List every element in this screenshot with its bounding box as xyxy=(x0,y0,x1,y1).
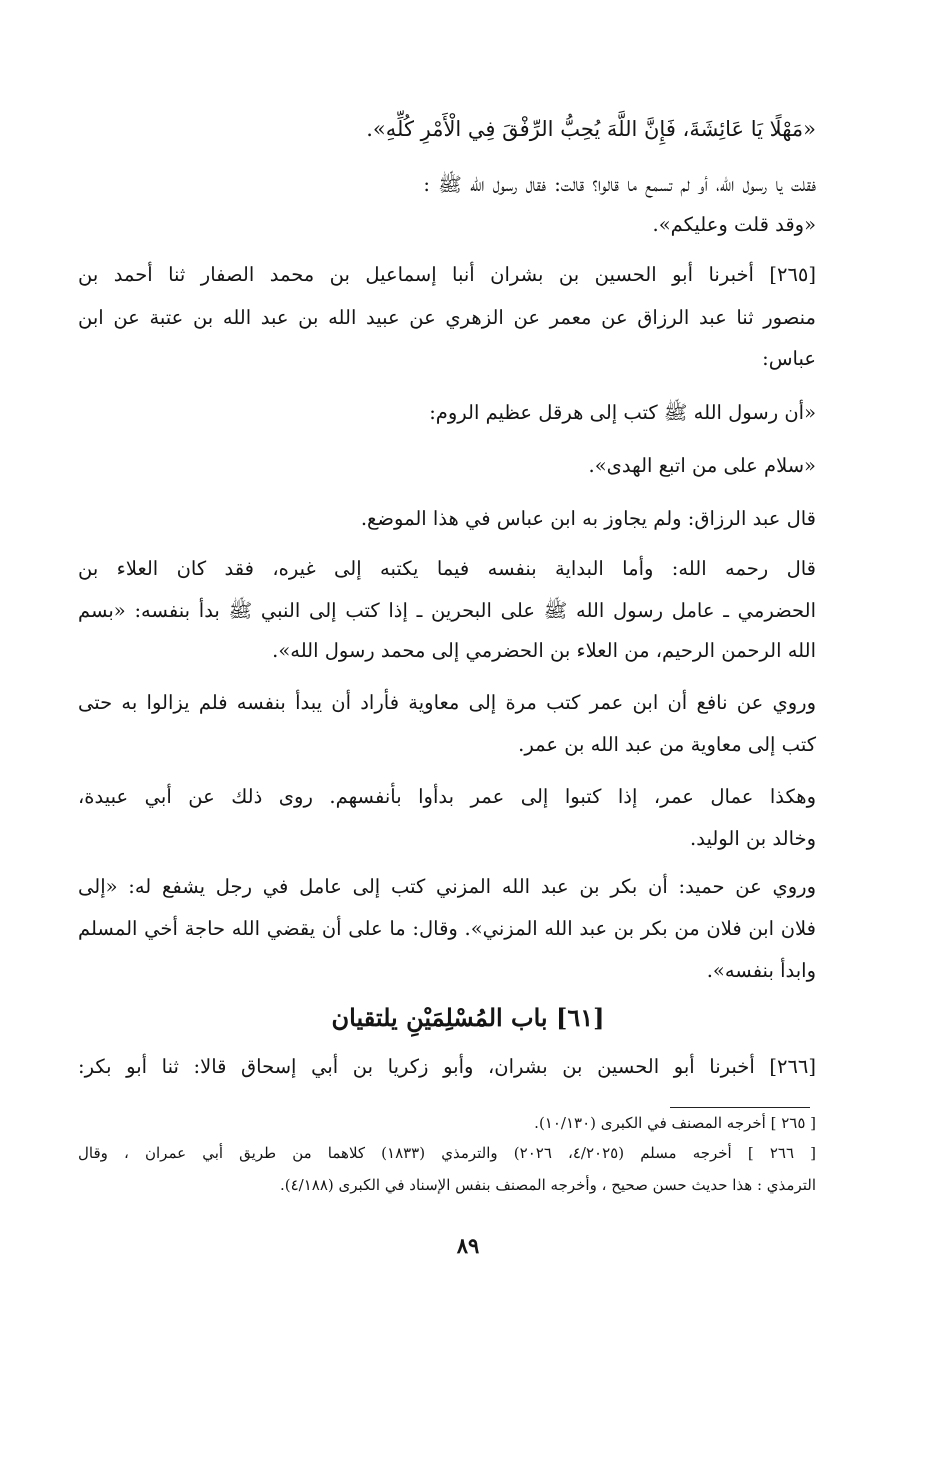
footnote-266-line-2: الترمذي : هذا حديث حسن صحيح ، وأخرجه المصنف بنفس الإسناد في الكبرى (٤/١٨٨). xyxy=(280,1176,816,1194)
page-number: ٨٩ xyxy=(456,1233,480,1258)
author-comment-line-3: الله الرحمن الرحيم، من العلاء بن الحضرمي إلى محمد رسول الله». xyxy=(272,639,816,662)
hadith-265-line-1: [٢٦٥] أخبرنا أبو الحسين بن بشران أنبا إسماعيل بن محمد الصفار ثنا أحمد بن xyxy=(78,263,816,286)
umar-governors-line-2: وخالد بن الوليد. xyxy=(690,827,816,850)
humaid-line-3: وابدأ بنفسه». xyxy=(706,959,816,982)
aisha-reply-line-2: «وقد قلت وعليكم». xyxy=(652,213,816,236)
humaid-line-2: فلان ابن فلان من بكر بن عبد الله المزني». وقال: ما على أن يقضي الله حاجة أخي المسلم xyxy=(78,917,816,940)
hadith-quote-mahlan: «مَهْلًا يَا عَائِشَةَ، فَإِنَّ اللَّهَ يُحِبُّ الرِّفْقَ فِي الْأَمْرِ كُلِّهِ». xyxy=(366,117,816,141)
author-comment-line-1: قال رحمه الله: وأما البداية بنفسه فيما يكتبه إلى غيره، فقد كان العلاء بن xyxy=(78,557,816,580)
author-comment-line-2: الحضرمي ـ عامل رسول الله ﷺ على البحرين ـ إذا كتب إلى النبي ﷺ بدأ بنفسه: «بسم xyxy=(78,599,816,622)
footnote-266-line-1: [ ٢٦٦ ] أخرجه مسلم (٤/٢٠٢٥، ٢٠٢٦) والترمذي (١٨٣٣) كلاهما من طريق أبي عمران ، وقال xyxy=(78,1144,816,1162)
footnote-separator xyxy=(670,1107,810,1108)
ibn-umar-line-2: كتب إلى معاوية من عبد الله بن عمر. xyxy=(518,733,816,756)
hadith-265-line-3: عباس: xyxy=(762,347,816,370)
ibn-umar-line-1: وروي عن نافع أن ابن عمر كتب مرة إلى معاوية فأراد أن يبدأ بنفسه فلم يزالوا به حتى xyxy=(78,691,816,714)
aisha-reply-line-1: فقلت يا رسول الله، أو لم تسمع ما قالوا؟ قالت: فقال رسول الله ﷺ : xyxy=(423,173,816,196)
section-heading: [٦١] باب المُسْلِمَيْنِ يلتقيان xyxy=(331,1003,605,1032)
hadith-265-line-2: منصور ثنا عبد الرزاق عن معمر عن الزهري عن عبيد الله بن عبد الله بن عتبة عن ابن xyxy=(78,306,816,329)
abdulrazzaq-note: قال عبد الرزاق: ولم يجاوز به ابن عباس في هذا الموضع. xyxy=(360,507,816,530)
hadith-266-line: [٢٦٦] أخبرنا أبو الحسين بن بشران، وأبو زكريا بن أبي إسحاق قالا: ثنا أبو بكر: xyxy=(78,1055,817,1078)
humaid-line-1: وروي عن حميد: أن بكر بن عبد الله المزني كتب إلى عامل في رجل يشفع له: «إلى xyxy=(78,875,816,898)
heraclius-letter: «أن رسول الله ﷺ كتب إلى هرقل عظيم الروم: xyxy=(429,401,816,424)
umar-governors-line-1: وهكذا عمال عمر، إذا كتبوا إلى عمر بدأوا بأنفسهم. روى ذلك عن أبي عبيدة، xyxy=(78,785,816,808)
salam-quote: «سلام على من اتبع الهدى». xyxy=(588,454,816,477)
footnote-265: [ ٢٦٥ ] أخرجه المصنف في الكبرى (١٠/١٣٠). xyxy=(534,1114,816,1132)
